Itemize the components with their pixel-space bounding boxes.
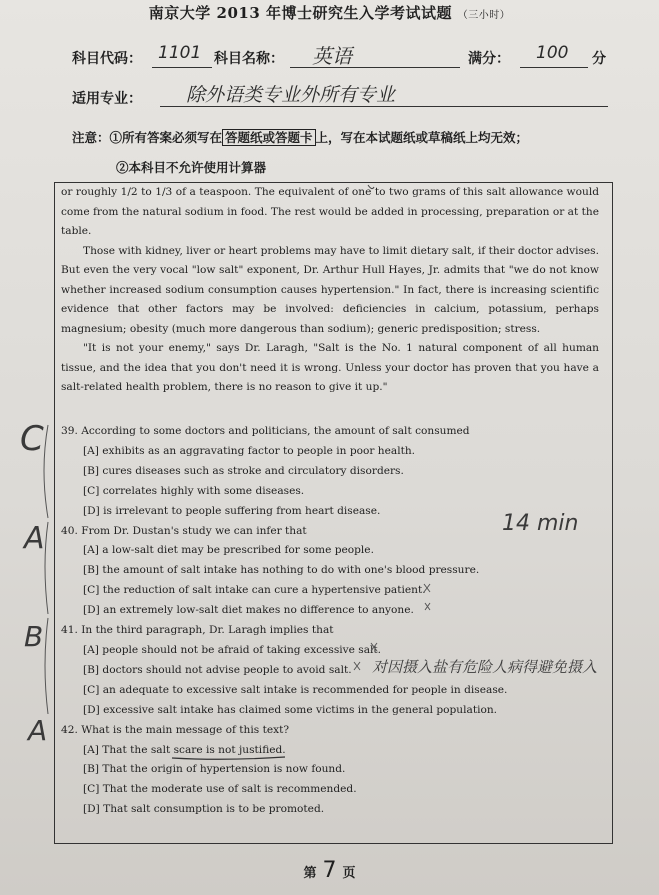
title-text: 南京大学 2013 年博士研究生入学考试试题 — [148, 4, 452, 22]
option-d: [D] That salt consumption is to be promoted. — [83, 803, 325, 816]
question-stem: 42. What is the main message of this text? — [61, 723, 290, 736]
notice-line-1 — [72, 128, 528, 146]
question-stem: 40. From Dr. Dustan's study we can infer that — [61, 524, 307, 537]
score-value: 100 — [536, 43, 569, 63]
option-a: [A] exhibits as an aggravating factor to people in poor health. — [83, 444, 416, 457]
bracket-q41 — [45, 618, 48, 714]
option-c: [C] an adequate to excessive salt intake is recommended for people in disease. — [83, 683, 508, 696]
answer-41-mark: B — [24, 620, 44, 653]
option-a: [A] That the salt scare is not justified. — [83, 743, 286, 756]
margin-note-41b: 对因摄入盐有危险人病得避免摄入 — [372, 658, 598, 676]
notice-line-2: ②本科目不允许使用计算器 — [116, 160, 267, 175]
option-d: [D] excessive salt intake has claimed some victims in the general population. — [83, 703, 498, 716]
page-number-prefix: 第 — [303, 866, 317, 881]
passage-paragraph-2: Those with kidney, liver or heart problems may have to limit dietary salt, if their doctor advises. But even the very vocal "low salt" exponent, Dr. Arthur Hull Hayes, Jr. admits that "we do not know whether increased sodium consumption causes hypertension." In fact, there is increasing scientific evidence that other factors may be involved: deficiencies in calcium, potassium, perhaps magnesium; obesity (much more dangerous than sodium); generic predisposition; stress. — [61, 244, 599, 335]
time-note: 14 min — [502, 511, 579, 536]
subject-name-label: 科目名称： — [214, 51, 284, 67]
reading-passage — [61, 183, 599, 398]
answer-39-mark: C — [20, 419, 44, 459]
major-value: 除外语类专业外所有专业 — [186, 84, 396, 106]
score-underline — [520, 67, 588, 68]
option-b: [B] the amount of salt intake has nothing to do with one's blood pressure. — [83, 564, 480, 577]
score-label: 满分： — [468, 51, 510, 67]
question-40 — [61, 522, 601, 622]
question-41 — [61, 621, 601, 721]
notice-label: 注意： — [72, 130, 110, 145]
option-d: [D] an extremely low-salt diet makes no difference to anyone. — [83, 604, 414, 617]
question-stem: 41. In the third paragraph, Dr. Laragh implies that — [61, 624, 334, 637]
answer-42-mark: A — [28, 714, 48, 747]
subject-name-underline — [290, 67, 460, 68]
major-label: 适用专业： — [72, 91, 142, 107]
notice-1-boxed: 答题纸或答题卡 — [222, 129, 316, 146]
question-39 — [61, 422, 601, 522]
answer-40-mark: A — [24, 521, 45, 556]
option-c: [C] correlates highly with some diseases. — [83, 484, 305, 497]
question-list — [61, 422, 601, 820]
subject-code-value: 1101 — [158, 43, 202, 63]
option-b: [B] doctors should not advise people to avoid salt. — [83, 663, 352, 676]
question-42 — [61, 721, 601, 821]
option-b: [B] cures diseases such as stroke and circulatory disorders. — [83, 464, 404, 477]
option-b: [B] That the origin of hypertension is now found. — [83, 763, 346, 776]
notice-1-pre: ①所有答案必须写在 — [109, 130, 223, 145]
page-number — [0, 858, 659, 883]
subject-name-value: 英语 — [312, 44, 352, 68]
question-stem: 39. According to some doctors and politicians, the amount of salt consumed — [61, 425, 470, 437]
option-c: [C] That the moderate use of salt is recommended. — [83, 783, 357, 796]
margin-brackets — [44, 425, 48, 714]
page-number-value: 7 — [322, 858, 337, 883]
bracket-q39 — [44, 425, 48, 518]
subject-code-label: 科目代码： — [72, 51, 142, 67]
score-unit: 分 — [592, 51, 606, 67]
bracket-q40 — [45, 522, 48, 614]
passage-paragraph-1: or roughly 1/2 to 1/3 of a teaspoon. The equivalent of one to two grams of this salt allowance would come from the natural sodium in food. The rest would be added in processing, preparation or at the table. — [61, 186, 599, 237]
page-number-suffix: 页 — [342, 866, 356, 881]
option-a: [A] people should not be afraid of taking excessive salt. — [83, 643, 382, 656]
option-a: [A] a low-salt diet may be prescribed for some people. — [83, 544, 374, 557]
option-d: [D] is irrelevant to people suffering from heart disease. — [83, 504, 381, 517]
subject-code-underline — [152, 67, 212, 68]
notice-1-post: 上，写在本试题纸或草稿纸上均无效； — [315, 130, 529, 145]
duration-text: （三小时） — [457, 10, 511, 21]
major-underline — [160, 106, 608, 107]
exam-title — [0, 2, 659, 23]
option-c: [C] the reduction of salt intake can cure a hypertensive patient. — [83, 584, 426, 597]
passage-paragraph-3: "It is not your enemy," says Dr. Laragh, "Salt is the No. 1 natural component of all human tissue, and the idea that you don't need it is wrong. Unless your doctor has proven that you have a salt-related health problem, there is no reason to give it up." — [61, 342, 599, 393]
